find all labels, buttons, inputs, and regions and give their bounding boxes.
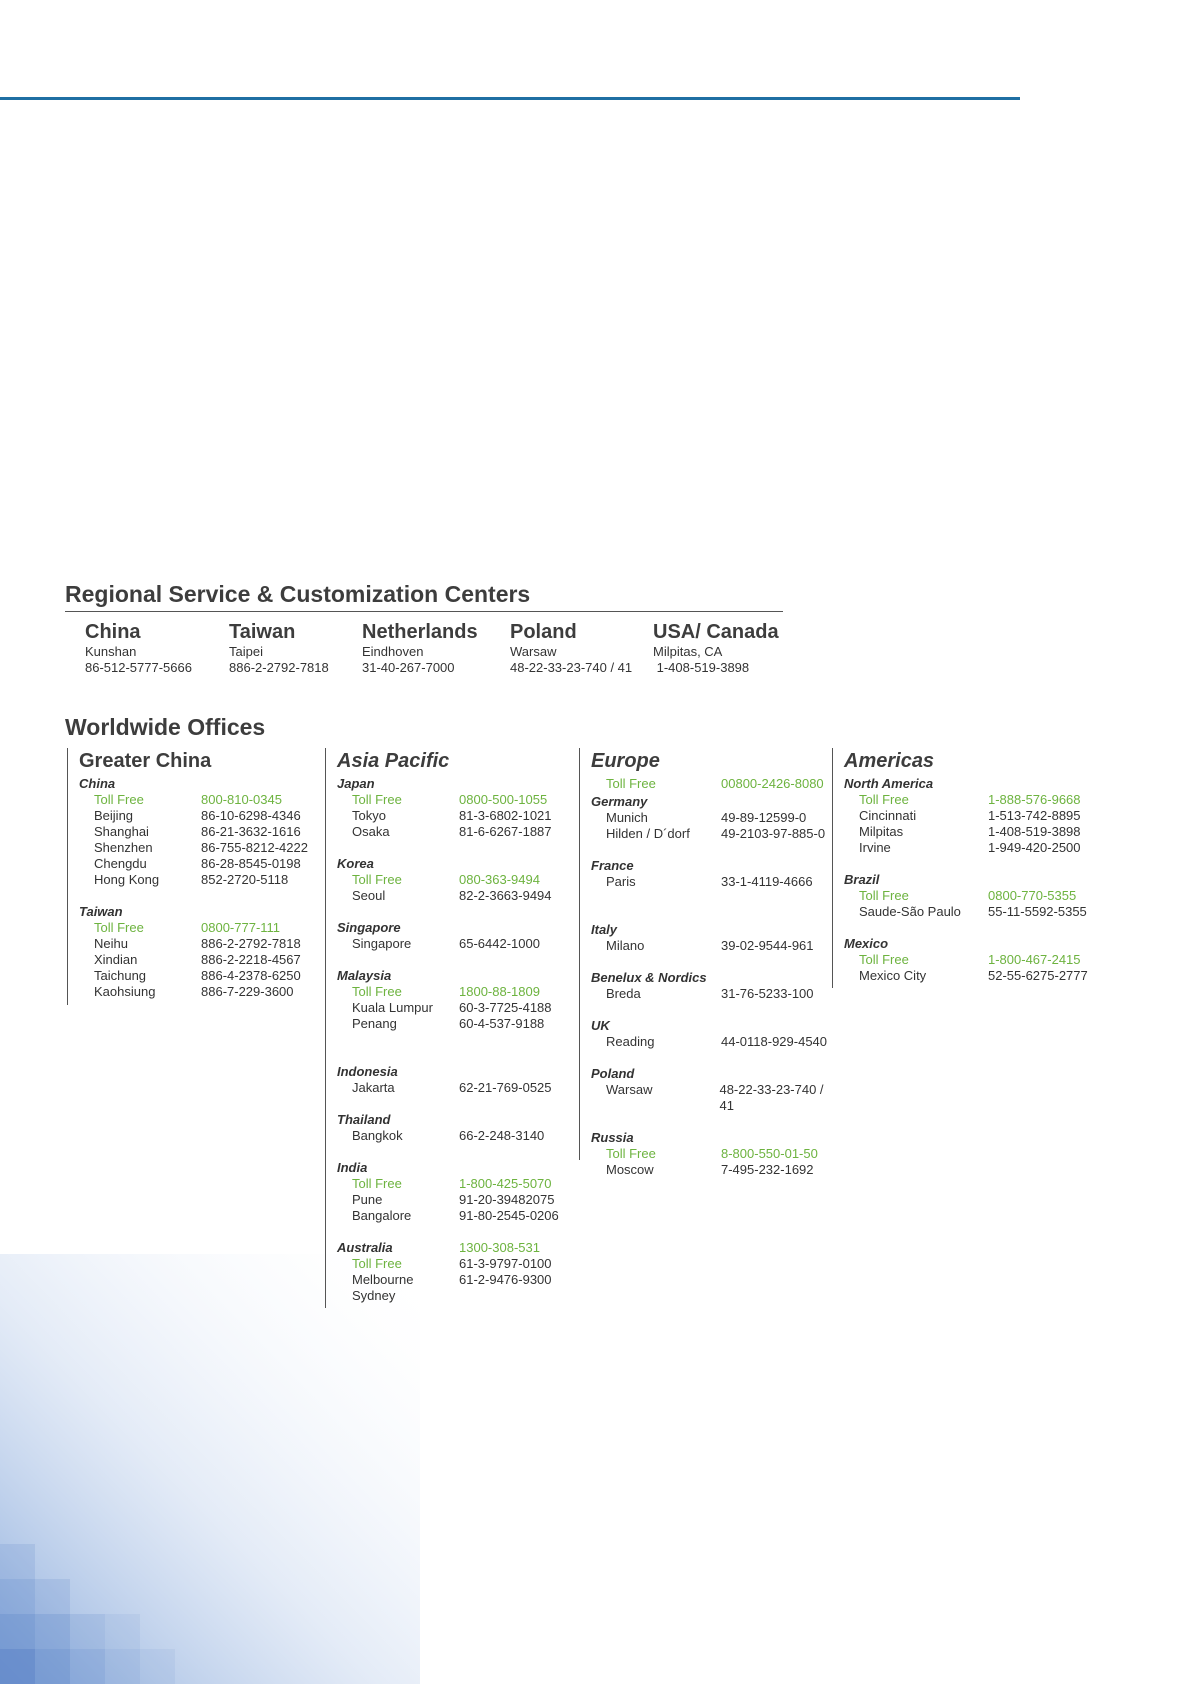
office-row	[591, 810, 840, 826]
office-group	[337, 1112, 566, 1144]
toll-free-row	[844, 952, 1103, 968]
office-row	[79, 824, 308, 840]
office-row	[79, 872, 308, 888]
office-city: Mexico City	[859, 968, 927, 983]
toll-free-row	[337, 872, 566, 888]
country-row	[337, 920, 566, 936]
office-city: Saude-São Paulo	[859, 904, 961, 919]
office-row	[844, 824, 1103, 840]
office-city: Toll Free	[352, 792, 402, 807]
country-name: Russia	[591, 1130, 634, 1145]
country-row	[844, 872, 1103, 888]
office-row	[79, 984, 308, 1000]
office-phone: 91-80-2545-0206	[459, 1208, 559, 1223]
office-phone: 1-800-467-2415	[988, 952, 1081, 967]
regional-center	[510, 620, 632, 676]
office-city: Sydney	[352, 1288, 396, 1303]
office-city: Toll Free	[606, 1146, 656, 1161]
row-label: Toll Free	[606, 776, 656, 791]
office-phone: 86-28-8545-0198	[201, 856, 301, 871]
region-title: Americas	[844, 750, 935, 772]
office-city: Xindian	[94, 952, 138, 967]
office-phone: 52-55-6275-2777	[988, 968, 1088, 983]
country-name: China	[79, 776, 116, 791]
office-group	[337, 1064, 566, 1096]
office-group	[844, 936, 1103, 984]
office-group	[591, 858, 840, 906]
office-city: Toll Free	[352, 1256, 402, 1271]
office-group	[591, 922, 840, 954]
office-row	[591, 826, 840, 842]
office-phone: 800-810-0345	[201, 792, 282, 807]
office-row	[337, 824, 566, 840]
office-phone: 86-10-6298-4346	[201, 808, 301, 823]
office-row	[79, 968, 308, 984]
office-row	[79, 840, 308, 856]
office-city: Toll Free	[352, 872, 402, 887]
office-row	[844, 840, 1103, 856]
country-name: Korea	[337, 856, 374, 871]
office-city: Warsaw	[606, 1082, 653, 1097]
office-city: Hilden / D´dorf	[606, 826, 690, 841]
center-city: Kunshan	[85, 644, 137, 659]
country-name: Brazil	[844, 872, 880, 887]
toll-free-row	[337, 1176, 566, 1192]
office-phone: 48-22-33-23-740 / 41	[719, 1082, 824, 1113]
country-name: Taiwan	[79, 904, 123, 919]
country-row	[337, 776, 566, 792]
center-city: Milpitas, CA	[653, 644, 723, 659]
office-phone: 61-3-9797-0100	[459, 1256, 552, 1271]
office-city: Bangkok	[352, 1128, 403, 1143]
country-row	[337, 1112, 566, 1128]
office-phone: 852-2720-5118	[201, 872, 289, 887]
office-phone: 55-11-5592-5355	[988, 904, 1087, 919]
office-phone: 91-20-39482075	[459, 1192, 555, 1207]
center-name: USA/ Canada	[653, 621, 779, 643]
office-row	[591, 986, 840, 1002]
office-row	[79, 952, 308, 968]
toll-free-row	[844, 792, 1103, 808]
office-phone: 0800-770-5355	[988, 888, 1077, 903]
country-row	[591, 970, 840, 986]
toll-free-row	[844, 888, 1103, 904]
column-europe	[579, 748, 840, 1177]
country-row	[337, 968, 566, 984]
office-city: Milano	[606, 938, 645, 953]
office-city: Breda	[606, 986, 641, 1001]
row-value: 00800-2426-8080	[721, 776, 824, 791]
office-group	[337, 856, 566, 904]
office-city: Melbourne	[352, 1272, 414, 1287]
office-phone: 81-6-6267-1887	[459, 824, 552, 839]
office-city: Kaohsiung	[94, 984, 156, 999]
office-group	[337, 776, 566, 840]
region-title: Greater China	[79, 750, 212, 772]
office-group	[591, 1066, 840, 1114]
regional-center	[362, 620, 478, 676]
office-phone: 080-363-9494	[459, 872, 540, 887]
office-phone: 886-2-2218-4567	[201, 952, 301, 967]
country-row	[591, 1018, 840, 1034]
office-city: Osaka	[352, 824, 390, 839]
office-phone: 61-2-9476-9300	[459, 1272, 552, 1287]
office-phone: 82-2-3663-9494	[459, 888, 552, 903]
office-phone: 1-888-576-9668	[988, 792, 1081, 807]
office-city: Bangalore	[352, 1208, 412, 1223]
toll-free-row	[337, 792, 566, 808]
office-row	[337, 936, 566, 952]
office-phone: 1-949-420-2500	[988, 840, 1081, 855]
country-name: France	[591, 858, 634, 873]
office-group	[337, 1160, 566, 1224]
office-city: Reading	[606, 1034, 655, 1049]
center-name: Taiwan	[229, 621, 296, 643]
office-phone: 1-800-425-5070	[459, 1176, 552, 1191]
country-name: Australia	[337, 1240, 393, 1255]
office-group	[844, 872, 1103, 920]
office-city: Chengdu	[94, 856, 147, 871]
office-city: Moscow	[606, 1162, 654, 1177]
office-phone: 86-755-8212-4222	[201, 840, 308, 855]
toll-free-row	[79, 920, 308, 936]
office-city: Milpitas	[859, 824, 904, 839]
office-row	[844, 808, 1103, 824]
office-row	[591, 1162, 840, 1178]
column-greater-china	[67, 748, 308, 1005]
office-city: Toll Free	[94, 920, 144, 935]
center-city: Eindhoven	[362, 644, 424, 659]
office-city: Seoul	[352, 888, 386, 903]
country-name: Italy	[591, 922, 618, 937]
office-city: Taichung	[94, 968, 147, 983]
country-row	[591, 858, 840, 874]
office-city: Beijing	[94, 808, 134, 823]
office-group	[337, 1240, 566, 1304]
country-row	[337, 1160, 566, 1176]
country-name: Japan	[337, 776, 375, 791]
spacer	[591, 890, 840, 906]
office-group	[591, 970, 840, 1002]
office-phone: 886-2-2792-7818	[201, 936, 301, 951]
office-phone: 49-2103-97-885-0	[721, 826, 826, 841]
column-asia-pacific	[325, 748, 566, 1308]
office-row	[79, 856, 308, 872]
office-city: Munich	[606, 810, 648, 825]
office-city: Paris	[606, 874, 636, 889]
office-phone: 44-0118-929-4540	[721, 1034, 828, 1049]
country-row	[337, 1240, 566, 1256]
office-row	[591, 938, 840, 954]
office-row	[337, 1000, 566, 1016]
office-group	[591, 1130, 840, 1178]
country-value: 1300-308-531	[459, 1240, 540, 1255]
office-city: Neihu	[94, 936, 128, 951]
country-name: Poland	[591, 1066, 635, 1081]
country-row	[79, 904, 308, 920]
office-row	[79, 936, 308, 952]
office-phone: 886-4-2378-6250	[201, 968, 301, 983]
country-name: India	[337, 1160, 368, 1175]
center-phone: 31-40-267-7000	[362, 660, 455, 675]
regional-center	[229, 620, 329, 676]
center-name: Poland	[510, 621, 577, 643]
center-name: Netherlands	[362, 621, 478, 643]
country-name: Indonesia	[337, 1064, 398, 1079]
office-phone: 86-21-3632-1616	[201, 824, 301, 839]
office-row	[337, 1080, 566, 1096]
worldwide-offices-title: Worldwide Offices	[65, 714, 266, 740]
office-phone: 81-3-6802-1021	[459, 808, 552, 823]
country-row	[844, 936, 1103, 952]
toll-free-row	[79, 792, 308, 808]
office-row	[591, 874, 840, 890]
office-row	[337, 1208, 566, 1224]
country-row	[844, 776, 1103, 792]
office-phone: 1-408-519-3898	[988, 824, 1081, 839]
office-city: Pune	[352, 1192, 383, 1207]
top-rule	[0, 97, 1020, 100]
country-row	[79, 776, 308, 792]
center-name: China	[85, 621, 141, 643]
country-name: Mexico	[844, 936, 889, 951]
office-city: Toll Free	[352, 1176, 402, 1191]
regional-centers-title: Regional Service & Customization Centers	[65, 581, 531, 607]
office-row	[591, 1082, 840, 1114]
country-name: Singapore	[337, 920, 401, 935]
office-phone: 49-89-12599-0	[721, 810, 807, 825]
office-phone: 31-76-5233-100	[721, 986, 814, 1001]
office-phone: 886-7-229-3600	[201, 984, 294, 999]
office-phone: 39-02-9544-961	[721, 938, 814, 953]
office-group	[591, 794, 840, 842]
center-phone: 886-2-2792-7818	[229, 660, 329, 675]
office-city: Irvine	[859, 840, 891, 855]
country-row	[337, 856, 566, 872]
office-group	[337, 968, 566, 1048]
office-row	[337, 1272, 566, 1288]
office-phone: 0800-500-1055	[459, 792, 548, 807]
country-row	[591, 1066, 840, 1082]
center-city: Taipei	[229, 644, 263, 659]
column-americas	[832, 748, 1103, 988]
office-phone: 7-495-232-1692	[721, 1162, 814, 1177]
country-name: North America	[844, 776, 934, 791]
office-phone: 0800-777-111	[201, 920, 281, 935]
office-row	[79, 808, 308, 824]
office-city: Shenzhen	[94, 840, 153, 855]
regional-center	[653, 620, 779, 676]
country-name: Thailand	[337, 1112, 391, 1127]
office-city: Toll Free	[859, 888, 909, 903]
region-title: Asia Pacific	[337, 750, 450, 772]
office-row	[337, 1128, 566, 1144]
office-city: Penang	[352, 1016, 397, 1031]
center-phone: 48-22-33-23-740 / 41	[510, 660, 633, 675]
office-phone: 60-4-537-9188	[459, 1016, 545, 1031]
office-phone: 8-800-550-01-50	[721, 1146, 818, 1161]
spacer	[337, 1032, 566, 1048]
office-row	[337, 1288, 566, 1304]
country-name: Germany	[591, 794, 648, 809]
office-city: Toll Free	[352, 984, 402, 999]
office-phone: 33-1-4119-4666	[721, 874, 813, 889]
office-row	[337, 1256, 566, 1272]
country-row	[591, 794, 840, 810]
office-row	[337, 1192, 566, 1208]
region-title: Europe	[591, 750, 660, 772]
office-city: Toll Free	[859, 792, 909, 807]
office-group	[591, 1018, 840, 1050]
country-name: UK	[591, 1018, 610, 1033]
office-phone: 1-513-742-8895	[988, 808, 1081, 823]
office-group	[79, 904, 308, 1000]
office-group	[79, 776, 308, 888]
office-city: Cincinnati	[859, 808, 917, 823]
center-phone: 1-408-519-3898	[653, 660, 750, 675]
country-row	[337, 1064, 566, 1080]
office-phone: 65-6442-1000	[459, 936, 540, 951]
office-group	[337, 920, 566, 952]
office-city: Shanghai	[94, 824, 149, 839]
office-group	[844, 776, 1103, 856]
country-name: Benelux & Nordics	[591, 970, 707, 985]
office-phone: 66-2-248-3140	[459, 1128, 545, 1143]
office-city: Tokyo	[352, 808, 386, 823]
office-city: Jakarta	[352, 1080, 395, 1095]
office-city: Toll Free	[94, 792, 144, 807]
office-row	[844, 968, 1103, 984]
office-city: Kuala Lumpur	[352, 1000, 433, 1015]
office-city: Hong Kong	[94, 872, 160, 887]
office-phone: 62-21-769-0525	[459, 1080, 552, 1095]
office-phone: 60-3-7725-4188	[459, 1000, 552, 1015]
office-city: Toll Free	[859, 952, 909, 967]
center-phone: 86-512-5777-5666	[85, 660, 192, 675]
office-row	[337, 808, 566, 824]
office-phone: 1800-88-1809	[459, 984, 540, 999]
country-name: Malaysia	[337, 968, 392, 983]
regional-centers-rule	[65, 611, 783, 612]
office-row	[591, 1034, 840, 1050]
office-row	[337, 888, 566, 904]
center-city: Warsaw	[510, 644, 557, 659]
country-row	[591, 1130, 840, 1146]
toll-free-row	[591, 1146, 840, 1162]
toll-free-row	[591, 776, 840, 792]
regional-center	[85, 620, 192, 676]
decorative-mosaic	[0, 1254, 420, 1684]
country-row	[591, 922, 840, 938]
toll-free-row	[337, 984, 566, 1000]
office-city: Singapore	[352, 936, 412, 951]
office-row	[337, 1016, 566, 1032]
office-row	[844, 904, 1103, 920]
